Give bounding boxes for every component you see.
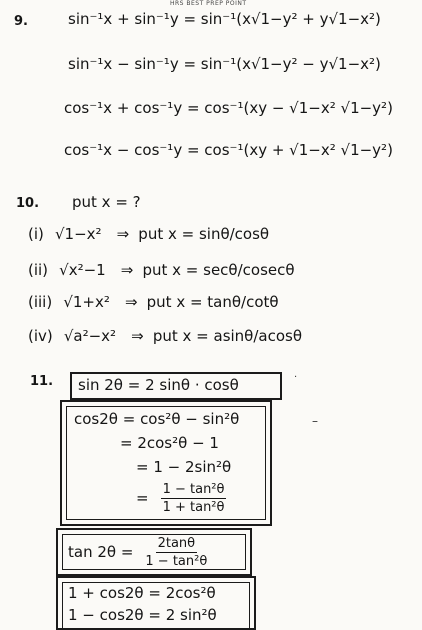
cos2-line-2: = 2cos²θ − 1 xyxy=(120,434,219,452)
section-10-number: 10. xyxy=(16,196,40,211)
item-text: put x = sinθ/cosθ xyxy=(138,225,270,243)
tan2-fraction xyxy=(145,536,207,569)
tan-fraction xyxy=(161,482,227,515)
half-angle-box xyxy=(56,576,256,630)
implies-arrow: ⇒ xyxy=(120,261,134,279)
stray-dash: – xyxy=(312,414,318,428)
page-header: HRS BEST PREP POINT xyxy=(170,0,247,7)
item-expr: √1+x² xyxy=(63,293,110,311)
fraction-numerator: 1 − tan²θ xyxy=(162,482,225,497)
section-10-item-3 xyxy=(28,292,279,311)
cos2-line-4 xyxy=(136,482,226,515)
section-11-number: 11. xyxy=(30,374,54,389)
sin2-formula-box xyxy=(70,372,282,400)
section-10-heading: put x = ? xyxy=(72,193,141,211)
tan2-formula-box xyxy=(56,528,252,576)
section-10-item-4 xyxy=(28,326,302,345)
cos2-line-3: = 1 − 2sin²θ xyxy=(136,458,232,476)
section-9-line-2: sin⁻¹x − sin⁻¹y = sin⁻¹(x√1−y² − y√1−x²) xyxy=(68,55,381,73)
half-angle-line-2: 1 − cos2θ = 2 sin²θ xyxy=(68,606,217,624)
section-9-line-3: cos⁻¹x + cos⁻¹y = cos⁻¹(xy − √1−x² √1−y²) xyxy=(64,99,393,117)
item-text: put x = secθ/cosecθ xyxy=(142,261,295,279)
section-9-line-1: sin⁻¹x + sin⁻¹y = sin⁻¹(x√1−y² + y√1−x²) xyxy=(68,10,381,28)
tan2-lhs: tan 2θ = xyxy=(68,542,134,561)
item-label: (iii) xyxy=(28,293,53,311)
section-9-line-4: cos⁻¹x − cos⁻¹y = cos⁻¹(xy + √1−x² √1−y²) xyxy=(64,141,393,159)
stray-dot: · xyxy=(294,372,298,383)
item-label: (ii) xyxy=(28,261,49,279)
implies-arrow: ⇒ xyxy=(116,225,130,243)
half-angle-line-1: 1 + cos2θ = 2cos²θ xyxy=(68,584,216,602)
sin2-formula: sin 2θ = 2 sinθ · cosθ xyxy=(78,376,239,394)
item-label: (i) xyxy=(28,225,44,243)
section-10-item-1 xyxy=(28,224,269,243)
fraction-numerator: 2tanθ xyxy=(157,535,196,551)
item-text: put x = asinθ/acosθ xyxy=(152,327,303,345)
section-10-item-2 xyxy=(28,260,295,279)
item-expr: √1−x² xyxy=(54,225,102,243)
equals-sign: = xyxy=(136,489,149,507)
cos2-formula-box xyxy=(60,400,272,526)
item-expr: √x²−1 xyxy=(59,261,106,279)
section-9-number: 9. xyxy=(14,14,28,29)
item-label: (iv) xyxy=(28,327,53,345)
item-expr: √a²−x² xyxy=(63,327,117,345)
cos2-line-1: cos2θ = cos²θ − sin²θ xyxy=(74,410,240,428)
implies-arrow: ⇒ xyxy=(124,293,138,311)
fraction-denominator: 1 + tan²θ xyxy=(162,500,225,515)
implies-arrow: ⇒ xyxy=(131,327,144,345)
fraction-denominator: 1 − tan²θ xyxy=(145,553,208,569)
item-text: put x = tanθ/cotθ xyxy=(146,293,279,311)
